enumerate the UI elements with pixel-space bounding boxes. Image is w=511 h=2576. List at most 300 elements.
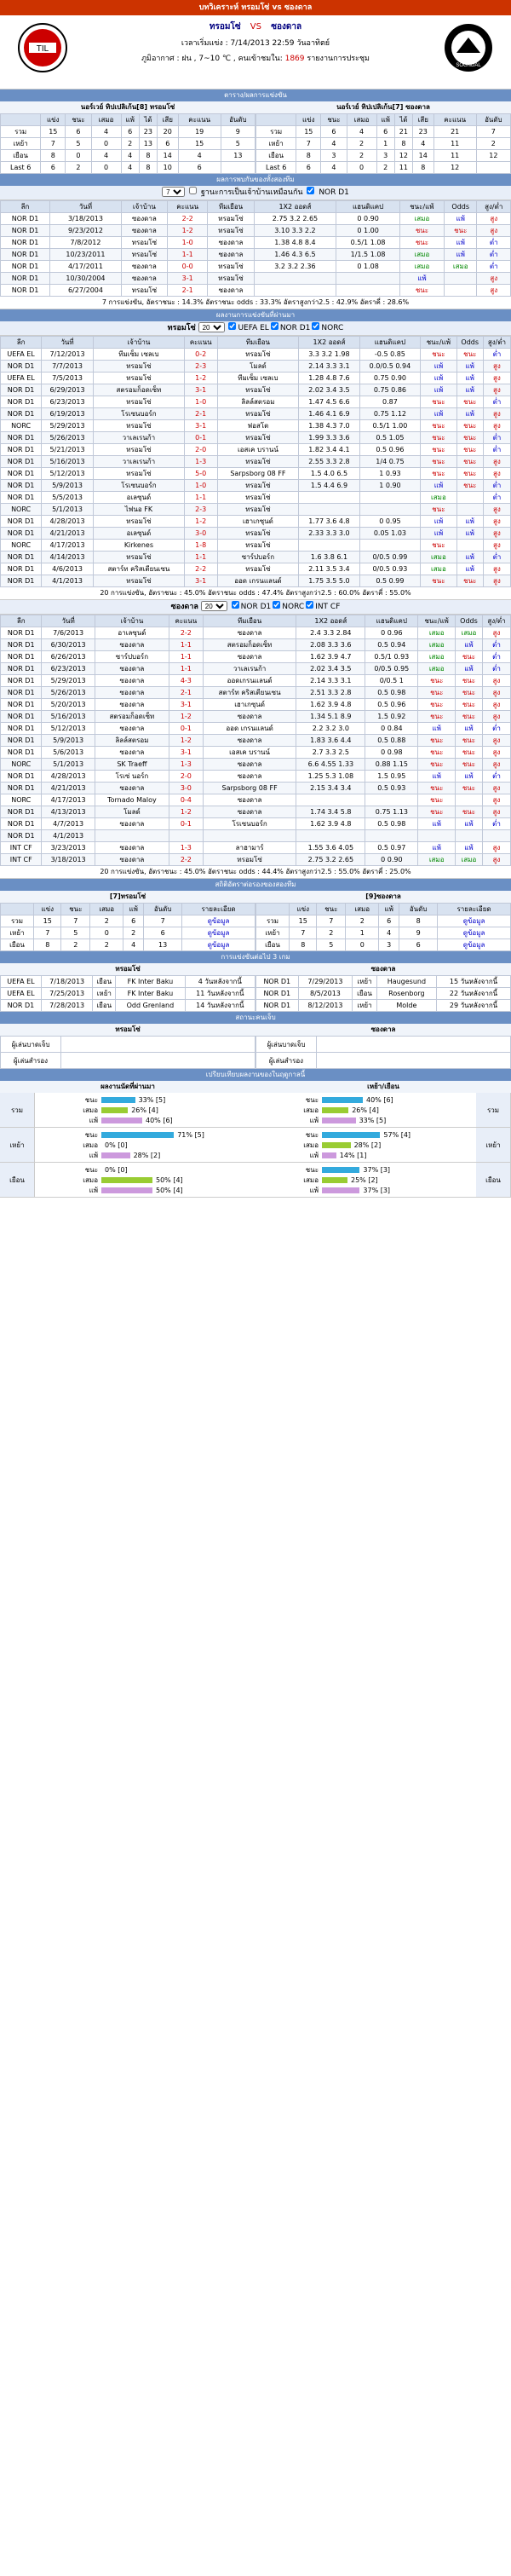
over-under-cell: สูง [483,408,510,420]
score-cell[interactable]: 1-3 [169,759,204,771]
score-cell[interactable]: 1-1 [184,492,217,504]
away-cell[interactable]: เฮาเกซุนด์ [217,516,299,528]
score-cell[interactable]: 2-1 [167,285,208,297]
table-cell[interactable]: ดูข้อมูล [182,915,256,927]
away-cell[interactable]: ซองดาล [203,711,296,723]
date-cell: 9/23/2012 [50,225,122,237]
odds-result-cell: แพ้ [455,723,482,735]
home-cell[interactable]: ลิลล์สตรอม [95,735,169,747]
score-cell[interactable]: 3-1 [169,747,204,759]
away-cell[interactable]: ซองดาล [208,249,254,261]
column-header: วันที่ [42,337,94,349]
stat-bar-value: 28% [2] [133,1151,161,1159]
stat-bar [101,1152,130,1158]
away-cell[interactable]: ออด เกรนแลนด์ [203,723,296,735]
lineup-left-table [0,1036,256,1069]
table-cell: เยือน [353,988,376,1000]
away-cell[interactable]: เอสเค บรานน์ [203,747,296,759]
score-cell[interactable]: 1-2 [169,711,204,723]
column-header: ลีก [1,337,42,349]
away-cell[interactable]: ทรอมโซ่ [217,492,299,504]
score-cell[interactable]: 2-0 [169,771,204,783]
home-cell[interactable]: โรเซ่ นอร์ก [95,771,169,783]
home-cell[interactable]: ทีมเซ็ม เซลเบ [93,349,184,361]
table-row [1,408,511,420]
result-cell: แพ้ [421,516,456,528]
table-cell: 5 [317,939,346,951]
column-header: วันที่ [42,615,95,627]
home-cell[interactable]: ทรอมโซ่ [93,420,184,432]
table-cell[interactable]: ดูข้อมูล [182,939,256,951]
table-cell: 7 [144,915,182,927]
over-under-cell: สูง [477,213,511,225]
recent-a-filters [227,324,343,332]
home-cell[interactable]: ซองดาล [95,723,169,735]
home-cell[interactable]: SK Traeff [95,759,169,771]
table-row [1,273,511,285]
column-header: เสมอ [90,904,123,915]
home-cell[interactable]: ทรอมโซ่ [93,396,184,408]
nor-d1-checkbox[interactable] [307,187,314,194]
league-cell: NOR D1 [1,384,42,396]
score-cell[interactable]: 1-1 [184,552,217,563]
home-cell[interactable]: ซองดาล [121,225,167,237]
score-cell[interactable]: 1-0 [167,237,208,249]
stat-side-away [256,1093,476,1127]
stat-bar-label: เสมอ [83,1175,98,1184]
score-cell[interactable]: 5-0 [184,468,217,480]
score-cell[interactable]: 1-1 [167,249,208,261]
home-cell[interactable]: ซองดาล [95,687,169,699]
odds-result-cell: ชนะ [456,575,483,587]
column-header: ชนะ [61,904,90,915]
away-cell[interactable]: ทรอมโซ่ [217,349,299,361]
home-cell[interactable]: ทรอมโซ่ [93,552,184,563]
score-cell[interactable]: 0-1 [169,723,204,735]
home-cell[interactable]: ซาร์ปบอร์ก [95,651,169,663]
date-cell: 4/21/2013 [42,528,94,540]
away-cell[interactable]: โรเซนบอร์ก [203,818,296,830]
stat-bar-value: 0% [0] [105,1165,128,1174]
stat-bar-row [38,1105,252,1115]
away-cell[interactable]: ทรอมโซ่ [217,432,299,444]
home-cell[interactable]: ไฟนอ FK [93,504,184,516]
over-under-cell: สูง [483,575,510,587]
away-cell[interactable]: ออดเกรนแลนด์ [203,675,296,687]
league-cell: NOR D1 [1,699,42,711]
home-cell[interactable]: โรเซนบอร์ก [93,408,184,420]
away-cell[interactable]: ทรอมโซ่ [217,504,299,516]
column-header: ชนะ [66,114,91,126]
score-cell[interactable]: 0-1 [184,432,217,444]
away-cell[interactable]: Sarpsborg 08 FF [203,783,296,794]
score-cell[interactable]: 4-3 [169,675,204,687]
odds-1x2-cell: 3.3 3.2 1.98 [299,349,359,361]
standings-left-table [0,113,256,174]
stat-bar-row [38,1129,252,1140]
home-cell[interactable]: ทรอมโซ่ [121,285,167,297]
odds-result-cell [445,285,477,297]
table-cell[interactable]: ดูข้อมูล [182,927,256,939]
home-cell[interactable]: ทรอมโซ่ [93,516,184,528]
home-cell[interactable]: Tornado Maloy [95,794,169,806]
result-cell: ชนะ [421,349,456,361]
injured-label: ผู้เล่นบาดเจ็บ [1,1037,61,1053]
away-cell[interactable]: ทรอมโซ่ [217,563,299,575]
league-filter-checkbox[interactable] [306,601,313,609]
away-cell[interactable]: สตาร์ท คริสเตียนเซน [203,687,296,699]
result-cell: เสมอ [421,563,456,575]
column-header: สูง/ต่ำ [483,615,511,627]
away-team-name[interactable]: ซองดาล [271,22,302,32]
table-cell: 5 [221,138,255,150]
odds-1x2-cell: 1.62 3.9 4.8 [296,818,365,830]
section-lineup: สถานะคนเจ็บ [0,1012,511,1024]
stat-bar [322,1097,363,1103]
home-cell[interactable]: ซองดาล [95,783,169,794]
handicap-cell: 0/0.5 1 [365,675,418,687]
table-cell[interactable]: ดูข้อมูล [438,915,511,927]
league-cell: UEFA EL [1,349,42,361]
stat-bar-value: 40% [6] [146,1116,173,1124]
league-cell: INT CF [1,842,42,854]
table-cell[interactable]: ดูข้อมูล [438,927,511,939]
away-cell[interactable]: ซองดาล [203,651,296,663]
stat-bar-value: 33% [5] [138,1095,166,1104]
home-cell[interactable]: ทรอมโซ่ [93,373,184,384]
league-filter-checkbox[interactable] [232,601,239,609]
league-filter-checkbox[interactable] [273,601,280,609]
home-cell[interactable]: อาเลซุนด์ [95,627,169,639]
away-cell[interactable]: ทรอมโซ่ [217,540,299,552]
odds-1x2-cell: 2.75 3.2 2.65 [254,213,336,225]
column-header: เจ้าบ้าน [93,337,184,349]
recent-b-count-select[interactable] [201,601,227,611]
home-cell[interactable]: อเลซุนด์ [93,492,184,504]
result-cell: ชนะ [399,237,444,249]
score-cell[interactable]: 2-3 [184,361,217,373]
score-cell[interactable]: 1-1 [169,651,204,663]
score-cell[interactable]: 2-0 [184,444,217,456]
home-cell[interactable]: โมลด์ [95,806,169,818]
table-row [1,261,511,273]
stat-bar-label: ชนะ [305,1130,319,1139]
away-cell[interactable]: ซองดาล [208,237,254,249]
away-cell[interactable]: ซองดาล [203,771,296,783]
home-cell[interactable]: โรเซนบอร์ก [93,480,184,492]
date-cell: 7/12/2013 [42,349,94,361]
handicap-cell [336,285,399,297]
table-cell: เหย้า [353,1000,376,1012]
table-cell: 8 [412,162,433,174]
column-header: ชนะ [317,904,346,915]
away-cell[interactable]: ออด เกรนแลนด์ [217,575,299,587]
league-cell: NOR D1 [1,528,42,540]
score-cell[interactable]: 2-3 [184,504,217,516]
home-cell[interactable]: ซองดาล [95,818,169,830]
score-cell[interactable]: 3-0 [184,528,217,540]
away-cell[interactable]: เฮาเกซุนด์ [203,699,296,711]
over-under-cell: สูง [483,842,511,854]
league-filter-checkbox[interactable] [312,322,319,330]
away-cell[interactable]: สตรอมก็อดเซ็ท [203,639,296,651]
score-cell[interactable]: 1-3 [184,456,217,468]
date-cell: 3/23/2013 [42,842,95,854]
away-cell[interactable]: ซองดาล [203,735,296,747]
odds-result-cell: ชนะ [455,735,482,747]
table-row [256,927,511,939]
score-cell[interactable]: 3-1 [184,575,217,587]
home-cell[interactable]: ซองดาล [121,213,167,225]
table-row [1,373,511,384]
away-cell[interactable]: ทรอมโซ่ [203,854,296,866]
away-cell[interactable]: ทรอมโซ่ [217,408,299,420]
home-cell[interactable]: ทรอมโซ่ [93,468,184,480]
odds-result-cell: ชนะ [456,456,483,468]
column-header: เจ้าบ้าน [121,201,167,213]
league-filter-checkbox[interactable] [271,322,278,330]
away-cell[interactable]: ลาฮามาร์ [203,842,296,854]
standings-right [256,101,511,174]
result-cell: ชนะ [418,735,456,747]
table-row [1,285,511,297]
odds-1x2-cell: 3.2 3.2 2.36 [254,261,336,273]
odds-1x2-cell [299,504,359,516]
home-cell[interactable]: ซองดาล [95,639,169,651]
home-cell[interactable]: ซองดาล [95,747,169,759]
away-cell[interactable]: ทรอมโซ่ [217,456,299,468]
score-cell[interactable]: 1-2 [184,516,217,528]
odds-result-cell: ชนะ [456,468,483,480]
stat-bar-row [259,1185,473,1195]
odds-result-cell: ชนะ [455,783,482,794]
home-cell[interactable]: วาเลเรนก้า [93,432,184,444]
date-cell: 5/21/2013 [42,444,94,456]
away-cell[interactable] [203,830,296,842]
away-cell[interactable]: ซองดาล [203,627,296,639]
stat-bar [101,1118,142,1123]
table-row [1,396,511,408]
score-cell[interactable]: 1-8 [184,540,217,552]
score-cell[interactable]: 3-0 [169,783,204,794]
handicap-cell: 0.5 0.97 [365,842,418,854]
away-cell[interactable]: โมลด์ [217,361,299,373]
stat-bar [101,1187,152,1193]
date-cell: 5/29/2013 [42,675,95,687]
table-row [1,575,511,587]
compare-left-title: ผลงานนัดที่ผ่านมา [0,1081,256,1093]
odds-result-cell: แพ้ [456,373,483,384]
result-cell: ชนะ [418,747,456,759]
home-cell[interactable]: วาเลเรนก้า [93,456,184,468]
league-cell: NOR D1 [1,783,42,794]
table-row [1,249,511,261]
score-cell[interactable]: 0-1 [169,818,204,830]
date-cell: 5/29/2013 [42,420,94,432]
date-cell: 6/23/2013 [42,663,95,675]
table-cell: 4 [347,126,376,138]
away-cell[interactable]: ทีมเซ็ม เซลเบ [217,373,299,384]
home-cell[interactable]: อเลซุนด์ [93,528,184,540]
stat-group [0,1128,511,1163]
table-cell: 11 [394,162,412,174]
table-cell[interactable]: ดูข้อมูล [438,939,511,951]
score-cell[interactable]: 2-1 [169,687,204,699]
result-cell: ชนะ [399,225,444,237]
score-cell[interactable]: 1-0 [184,480,217,492]
home-cell[interactable]: สตาร์ท คริสเตียนเซน [93,563,184,575]
away-cell[interactable]: ซองดาล [203,794,296,806]
column-header: Odds [456,337,483,349]
weather-text: ภูมิอากาศ : ฝน , 7~10 ℃ , คนเข้าชมใน: [141,55,283,63]
table-cell: 7 [61,915,90,927]
column-header: เสีย [412,114,433,126]
table-row [1,663,511,675]
home-cell[interactable]: ซองดาล [95,699,169,711]
page-title: บทวิเคราะห์ ทรอมโซ่ vs ซองดาล [0,0,511,15]
score-cell[interactable]: 1-0 [184,396,217,408]
table-row [1,138,256,150]
home-cell[interactable]: ทรอมโซ่ [93,575,184,587]
score-cell[interactable] [169,830,204,842]
date-cell: 6/19/2013 [42,408,94,420]
table-cell: 14 [157,150,178,162]
recent-a-count-select[interactable] [198,322,225,332]
score-cell[interactable]: 3-1 [167,273,208,285]
section-recent: ผลงานการแข่งขันที่ผ่านมา [0,309,511,321]
handicap-cell: 0 0.90 [336,213,399,225]
away-cell[interactable]: ทรอมโซ่ [208,213,254,225]
score-cell[interactable]: 0-4 [169,794,204,806]
away-cell[interactable]: ซองดาล [208,285,254,297]
home-cell[interactable]: ทรอมโซ่ [121,249,167,261]
table-cell: 15 [34,915,61,927]
home-cell[interactable]: ซองดาล [95,854,169,866]
league-filter-checkbox[interactable] [228,322,236,330]
away-cell[interactable]: ซองดาล [203,806,296,818]
away-cell[interactable]: ทรอมโซ่ [208,273,254,285]
table-cell: 8/5/2013 [298,988,353,1000]
home-cell[interactable]: ซองดาล [95,842,169,854]
odds-1x2-cell [254,285,336,297]
score-cell[interactable]: 1-1 [169,639,204,651]
away-cell[interactable]: ฟอสโต [217,420,299,432]
table-cell: 9 [221,126,255,138]
away-cell[interactable]: ซาร์ปบอร์ก [217,552,299,563]
score-cell[interactable]: 1-3 [169,842,204,854]
home-cell[interactable]: ซองดาล [95,675,169,687]
table-row [1,747,511,759]
score-cell[interactable]: 2-1 [184,408,217,420]
stat-side-home [35,1128,256,1162]
score-cell[interactable]: 0-0 [167,261,208,273]
table-cell: 6 [123,915,144,927]
injured-value [317,1037,511,1053]
score-cell[interactable]: 2-2 [169,627,204,639]
score-cell[interactable]: 1-2 [169,735,204,747]
score-cell[interactable]: 3-1 [184,384,217,396]
date-cell: 4/14/2013 [42,552,94,563]
odds-result-cell [455,794,482,806]
score-cell[interactable]: 1-2 [167,225,208,237]
home-cell[interactable]: ซองดาล [121,273,167,285]
stat-bar [322,1107,348,1113]
score-cell[interactable]: 2-2 [167,213,208,225]
home-cell[interactable]: สตรอมก็อดเซ็ท [93,384,184,396]
column-header: ได้ [394,114,412,126]
stat-bar-row [259,1129,473,1140]
odds-result-cell [456,504,483,516]
table-cell: 4 [321,162,347,174]
home-team-name[interactable]: ทรอมโซ่ [209,22,241,32]
score-cell[interactable]: 2-2 [169,854,204,866]
home-cell[interactable]: Kirkenes [93,540,184,552]
handicap [0,891,511,951]
recent-b-summary: 20 การแข่งขัน, อัตราชนะ : 45.0% อัตราชนะ odds : 44.4% อัตราสูงกว่า2.5 : 55.0% อัตราคี่ : 25.0% [0,866,511,879]
away-cell[interactable]: ทรอมโซ่ [208,261,254,273]
away-cell[interactable]: Sarpsborg 08 FF [217,468,299,480]
column-header [1,904,34,915]
away-cell[interactable]: ทรอมโซ่ [208,225,254,237]
same-venue-checkbox[interactable] [189,187,197,194]
result-cell: ชนะ [418,687,456,699]
table-cell: 8 [34,939,61,951]
away-cell[interactable]: ลิลล์สตรอม [217,396,299,408]
over-under-cell: สูง [483,540,510,552]
table-row [1,915,256,927]
table-cell: 11 [433,150,476,162]
league-cell: NOR D1 [1,675,42,687]
away-cell[interactable]: ทรอมโซ่ [217,384,299,396]
score-cell[interactable]: 0-2 [184,349,217,361]
away-cell[interactable]: ซองดาล [203,759,296,771]
stat-bar-label: แพ้ [89,1116,98,1124]
away-cell[interactable]: ทรอมโซ่ [217,480,299,492]
table-cell: 3 [321,150,347,162]
score-cell[interactable]: 1-1 [169,663,204,675]
home-cell[interactable]: ซองดาล [95,663,169,675]
away-cell[interactable]: ทรอมโซ่ [217,528,299,540]
score-cell[interactable]: 1-2 [184,373,217,384]
odds-result-cell: ชนะ [455,759,482,771]
score-cell[interactable]: 3-1 [184,420,217,432]
away-cell[interactable]: วาเลเรนก้า [203,663,296,675]
home-cell[interactable]: สตรอมก็อดเซ็ท [95,711,169,723]
stat-bar-label: เสมอ [83,1141,98,1149]
table-row [1,540,511,552]
stat-side-home [35,1093,256,1127]
table-cell: 4 [379,927,399,939]
home-cell[interactable]: ทรอมโซ่ [93,361,184,373]
table-cell: 15 วันหลังจากนี้ [437,976,511,988]
handicap-cell: 0.5 0.98 [365,687,418,699]
table-row [1,627,511,639]
row-label: Last 6 [1,162,41,174]
score-cell[interactable]: 1-2 [169,806,204,818]
home-cell[interactable] [95,830,169,842]
stat-side-home [35,1163,256,1197]
score-cell[interactable]: 3-1 [169,699,204,711]
table-cell: 2 [90,915,123,927]
score-cell[interactable]: 2-2 [184,563,217,575]
odds-result-cell: ชนะ [456,444,483,456]
home-cell[interactable]: ซองดาล [121,261,167,273]
home-cell[interactable]: ทรอมโซ่ [121,237,167,249]
home-cell[interactable]: ทรอมโซ่ [93,444,184,456]
away-cell[interactable]: เอสเค บรานน์ [217,444,299,456]
h2h-count-select[interactable] [162,187,185,197]
table-cell: 2 [121,138,139,150]
